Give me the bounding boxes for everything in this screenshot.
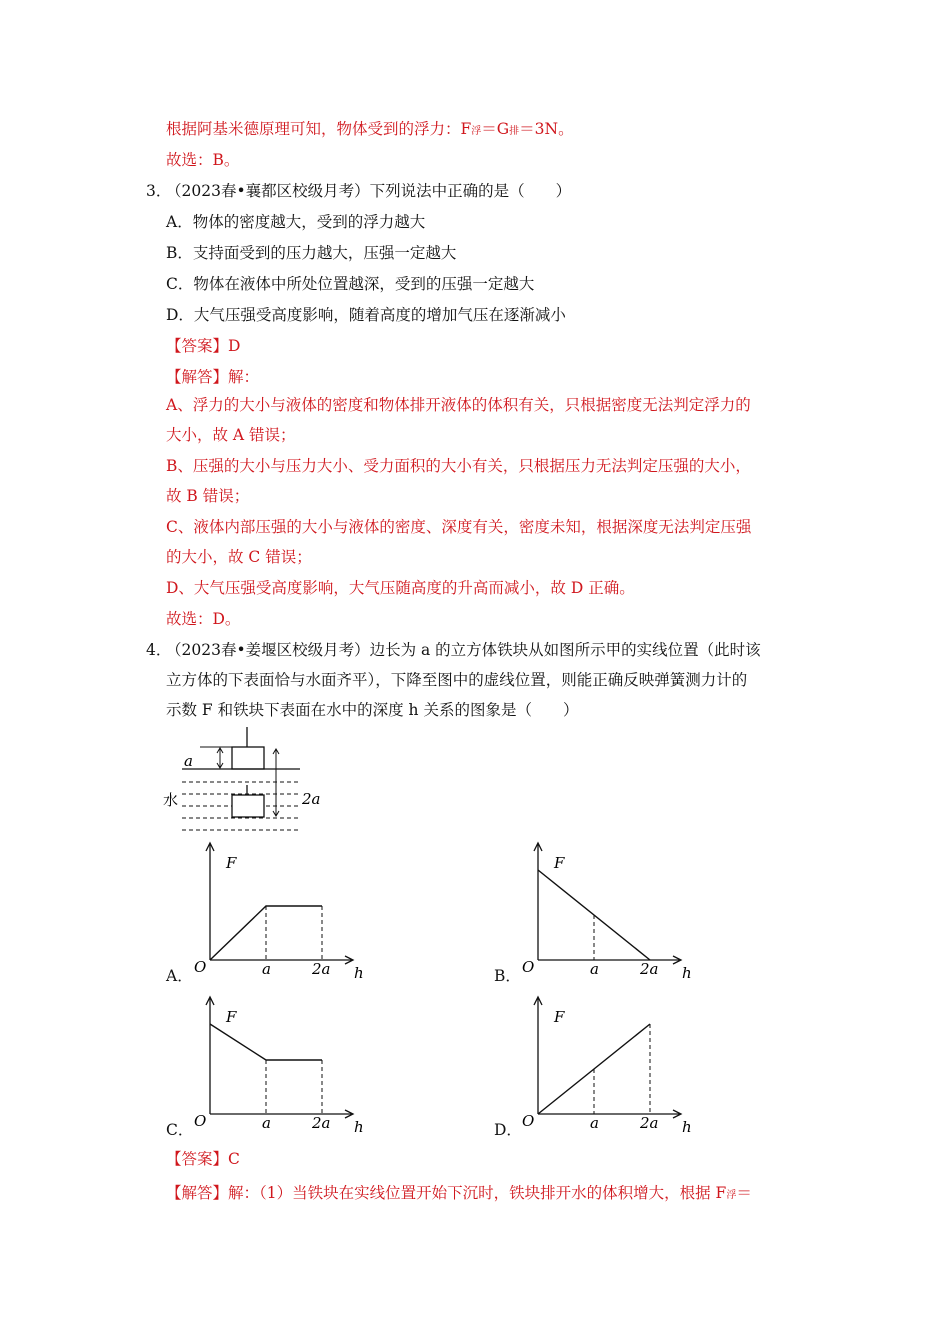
figure-label-a: a — [184, 752, 193, 770]
q3-stem: （2023春•襄都区校级月考）下列说法中正确的是（ ） — [166, 182, 572, 200]
y-axis-label: F — [226, 854, 237, 872]
cube-water-figure — [160, 725, 340, 835]
figure-label-water: 水 — [163, 791, 179, 809]
q4-answer — [166, 1148, 240, 1170]
q3-solution-line: 故选：D。 — [166, 610, 241, 628]
q4-stem-line: 立方体的下表面恰与水面齐平），下降至图中的虚线位置，则能正确反映弹簧测力计的 — [166, 671, 748, 689]
graph-c — [190, 992, 370, 1138]
tick-label-2a: 2a — [312, 1114, 331, 1132]
cube-solid — [232, 747, 264, 769]
q4-stem-line: （2023春•姜堰区校级月考）边长为 a 的立方体铁块从如图所示甲的实线位置（此时该 — [166, 641, 761, 659]
tick-label-2a: 2a — [312, 960, 331, 978]
q3-solution-line: 的大小，故 C 错误； — [166, 548, 312, 566]
y-axis-label: F — [554, 854, 565, 872]
answer-value: C — [228, 1150, 240, 1168]
figure-label-2a: 2a — [302, 790, 321, 808]
prev-solution-line — [166, 118, 574, 143]
y-axis-label: F — [226, 1008, 237, 1026]
solution-lead: 解： — [228, 368, 260, 386]
solution-tag: 【解答】 — [166, 368, 229, 386]
prev-choose: 故选：B。 — [166, 151, 240, 169]
solution-text-post: ＝ — [736, 1184, 752, 1202]
x-axis-label: h — [682, 1118, 692, 1136]
option-c-label: C． — [166, 1121, 194, 1139]
subscript-pai: 排 — [509, 126, 520, 137]
q3-option-d: D．大气压强受高度影响，随着高度的增加气压在逐渐减小 — [166, 306, 566, 324]
prev-text-post: ＝3N。 — [519, 120, 574, 138]
q3-option-b: B．支持面受到的压力越大，压强一定越大 — [166, 244, 457, 262]
q3-number: 3． — [146, 182, 172, 200]
prev-text: 根据阿基米德原理可知，物体受到的浮力：F — [166, 120, 472, 138]
tick-label-a: a — [262, 1114, 271, 1132]
q3-option-c: C．物体在液体中所处位置越深，受到的压强一定越大 — [166, 275, 535, 293]
option-b-label: B． — [494, 967, 521, 985]
q3-answer — [166, 335, 240, 357]
tick-label-2a: 2a — [640, 960, 659, 978]
data-line — [210, 1024, 322, 1060]
q3-solution-line: B、压强的大小与压力大小、受力面积的大小有关，只根据压力无法判定压强的大小， — [166, 457, 751, 475]
q3-solution-line: 大小，故 A 错误； — [166, 426, 296, 444]
q3-solution-line: C、液体内部压强的大小与液体的密度、深度有关，密度未知，根据深度无法判定压强 — [166, 518, 752, 536]
option-a-label: A． — [166, 967, 193, 985]
x-axis-label: h — [354, 1118, 364, 1136]
tick-label-2a: 2a — [640, 1114, 659, 1132]
answer-tag: 【答案】 — [166, 337, 229, 355]
option-d-label: D． — [494, 1121, 522, 1139]
graph-b — [518, 838, 698, 984]
origin-label: O — [522, 1112, 535, 1130]
tick-label-a: a — [262, 960, 271, 978]
q4-stem-line: 示数 F 和铁块下表面在水中的深度 h 关系的图象是（ ） — [166, 701, 579, 719]
solution-text: 解：（1）当铁块在实线位置开始下沉时，铁块排开水的体积增大，根据 F — [228, 1184, 727, 1202]
subscript-fu: 浮 — [726, 1190, 737, 1201]
cube-dashed-position — [232, 795, 264, 817]
solution-tag: 【解答】 — [166, 1184, 229, 1202]
prev-text-mid: ＝G — [481, 120, 510, 138]
q3-solution-head — [166, 366, 259, 388]
graph-a — [190, 838, 370, 984]
y-axis-label: F — [554, 1008, 565, 1026]
q3-solution-line: 故 B 错误； — [166, 487, 250, 505]
origin-label: O — [194, 958, 207, 976]
subscript-fu: 浮 — [471, 126, 482, 137]
q3-option-a: A．物体的密度越大，受到的浮力越大 — [166, 213, 426, 231]
tick-label-a: a — [590, 1114, 599, 1132]
q4-number: 4． — [146, 641, 172, 659]
answer-value: D — [228, 337, 241, 355]
origin-label: O — [522, 958, 535, 976]
x-axis-label: h — [354, 964, 364, 982]
q3-solution-line: D、大气压强受高度影响，大气压随高度的升高而减小，故 D 正确。 — [166, 579, 635, 597]
tick-label-a: a — [590, 960, 599, 978]
q3-solution-line: A、浮力的大小与液体的密度和物体排开液体的体积有关，只根据密度无法判定浮力的 — [166, 396, 751, 414]
graph-d — [518, 992, 698, 1138]
origin-label: O — [194, 1112, 207, 1130]
answer-tag: 【答案】 — [166, 1150, 229, 1168]
x-axis-label: h — [682, 964, 692, 982]
q4-solution — [166, 1182, 752, 1207]
